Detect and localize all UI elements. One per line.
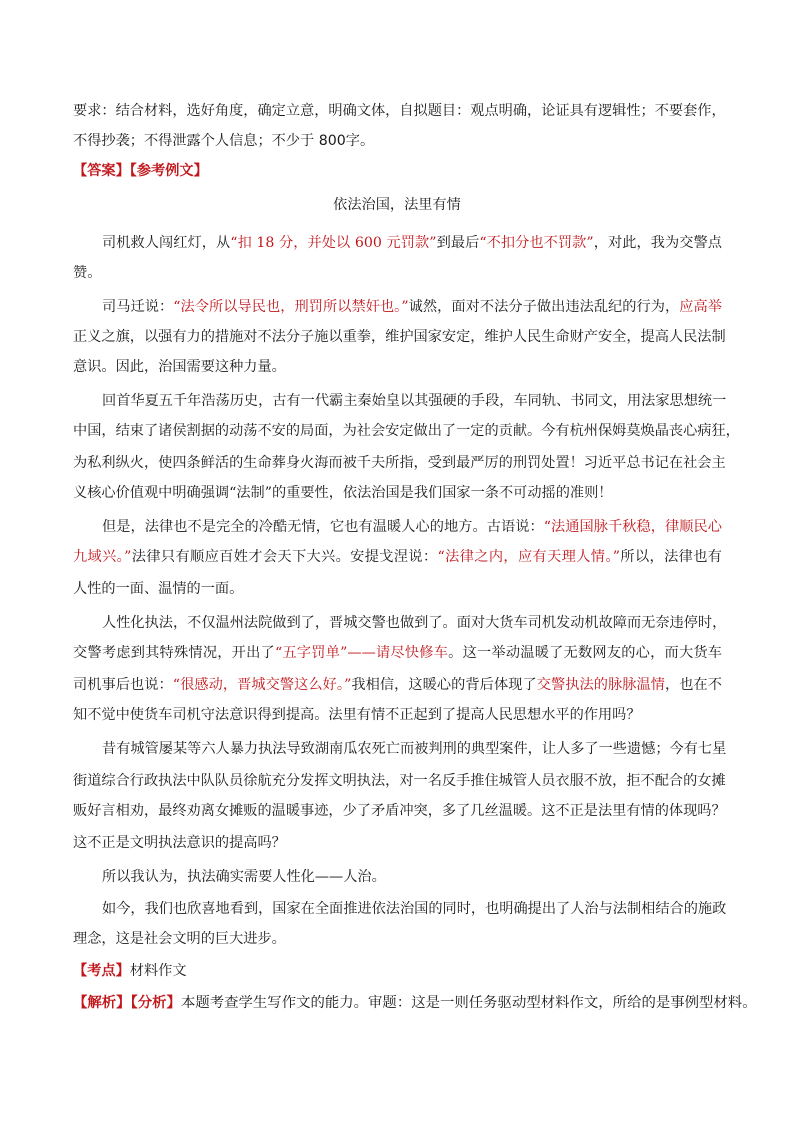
jiexi-row — [73, 993, 757, 1013]
essay-p6-line-4: 这不正是文明执法意识的提高吗？ — [73, 835, 286, 851]
essay-p5-line-3: 司机事后也说：“很感动，晋城交警这么好。”我相信，这暖心的背后体现了交警执法的脉脉温情，也在不 — [73, 677, 722, 693]
requirement-line-1: 要求：结合材料，选好角度，确定立意，明确文体，自拟题目：观点明确，论证具有逻辑性；不要套作， — [73, 103, 726, 119]
answer-tags — [73, 161, 208, 181]
essay-p4-line-1: 但是，法律也不是完全的冷酷无情，它也有温暖人心的地方。古语说：“法通国脉千秋稳，律顺民心 — [102, 519, 722, 535]
kaodian-tag: 【考点】 — [73, 963, 130, 979]
essay-p4-line-3: 人性的一面、温情的一面。 — [73, 581, 244, 597]
essay-p5-line-4: 知不觉中使货车司机守法意识得到提高。法里有情不正起到了提高人民思想水平的作用吗？ — [73, 707, 641, 723]
essay-p8-line-1: 如今，我们也欣喜地看到，国家在全面推进依法治国的同时，也明确提出了人治与法制相结合的施政 — [102, 901, 727, 917]
jiexi-tag: 【解析】 — [73, 995, 131, 1011]
essay-p1-line-1: 司机救人闯红灯，从“扣 18 分，并处以 600 元罚款”到最后“不扣分也不罚款”，对此，我为交警点 — [102, 235, 722, 251]
essay-p2-line-3: 意识。因此，治国需要这种力量。 — [73, 359, 286, 375]
essay-p6-line-3: 贩好言相劝，最终劝离女摊贩的温暖事迹，少了矛盾冲突，多了几丝温暖。这不正是法里有情的体现吗？ — [73, 803, 726, 819]
essay-p3-line-4: 义核心价值观中明确强调“法制”的重要性，依法治国是我们国家一条不可动摇的准则！ — [73, 485, 613, 501]
essay-p2-line-1: 司马迁说：“法令所以导民也，刑罚所以禁奸也。”诚然，面对不法分子做出违法乱纪的行为，应高举 — [102, 299, 722, 315]
essay-p8-line-2: 理念，这是社会文明的巨大进步。 — [73, 931, 286, 947]
answer-tag: 【答案】 — [73, 163, 130, 179]
essay-p5-line-2: 交警考虑到其特殊情况，开出了“五字罚单”——请尽快修车。这一举动温暖了无数网友的心，而大货车 — [73, 645, 722, 661]
reference-essay-tag: 【参考例文】 — [129, 163, 208, 179]
essay-p3-line-1: 回首华夏五千年浩荡历史，古有一代霸主秦始皇以其强硬的手段，车同轨、书同文，用法家思想统一 — [102, 393, 727, 409]
essay-title: 依法治国，法里有情 — [333, 197, 461, 213]
requirement-line-2: 不得抄袭；不得泄露个人信息；不少于 800字。 — [73, 133, 375, 149]
kaodian-text: 材料作文 — [129, 963, 187, 979]
essay-p3-line-2: 中国，结束了诸侯割据的动荡不安的局面，为社会安定做出了一定的贡献。今有杭州保姆莫焕晶丧心病狂， — [73, 423, 740, 439]
essay-p2-line-2: 正义之旗，以强有力的措施对不法分子施以重拳，维护国家安定，维护人民生命财产安全，提高人民法制 — [73, 329, 726, 345]
jiexi-text: 本题考查学生写作文的能力。审题：这是一则任务驱动型材料作文，所给的是事例型材料。 — [180, 995, 757, 1011]
fenxi-tag: 【分析】 — [130, 995, 181, 1011]
essay-p4-line-2: 九域兴。”法律只有顺应百姓才会天下大兴。安提戈涅说：“法律之内，应有天理人情。”所以，法律也有 — [73, 549, 722, 565]
essay-p6-line-1: 昔有城管屡某等六人暴力执法导致湖南瓜农死亡而被判刑的典型案件，让人多了一些遗憾；今有七星 — [102, 741, 727, 757]
essay-p6-line-2: 街道综合行政执法中队队员徐航充分发挥文明执法，对一名反手推住城管人员衣服不放，拒不配合的女摊 — [73, 773, 726, 789]
essay-p5-line-1: 人性化执法，不仅温州法院做到了，晋城交警也做到了。面对大货车司机发动机故障而无奈违停时， — [102, 615, 727, 631]
essay-p7-line-1: 所以我认为，执法确实需要人性化——人治。 — [102, 869, 386, 885]
essay-p1-line-2: 赞。 — [73, 265, 102, 281]
kaodian-row — [73, 961, 187, 981]
essay-p3-line-3: 为私利纵火，使四条鲜活的生命葬身火海而被千夫所指，受到最严厉的刑罚处置！习近平总书记在社会主 — [73, 455, 726, 471]
